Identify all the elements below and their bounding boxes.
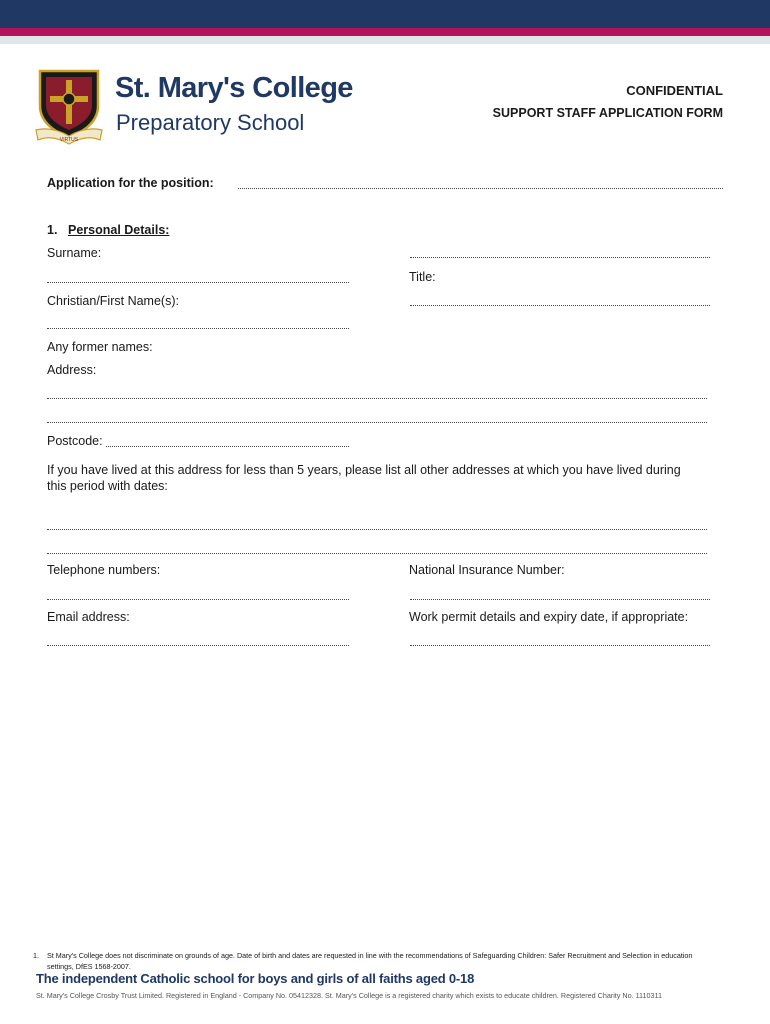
- email-field[interactable]: [47, 645, 349, 646]
- first-names-field[interactable]: [47, 328, 349, 329]
- application-position-field[interactable]: [238, 188, 723, 189]
- previous-address-note: If you have lived at this address for less than 5 years, please list all other addresses at which you have lived during: [47, 463, 681, 477]
- confidential-label: CONFIDENTIAL: [626, 83, 723, 98]
- footnote-text: St Mary's College does not discriminate on grounds of age. Date of birth and dates are requested in line with the recommendations of Safeguarding Children: Safer Recruitment and Selection in education settings, DfES 1568-2007.: [47, 951, 693, 971]
- crest-motto: VIRTUS: [59, 137, 79, 143]
- registration-line: St. Mary's College Crosby Trust Limited. Registered in England - Company No. 05412328. St. Mary's College is a registered charity which exists to educate children. Registered Charity No. 1110311: [36, 991, 662, 1000]
- previous-address-line-1[interactable]: [47, 529, 707, 530]
- footnote: [33, 951, 717, 972]
- telephone-label: Telephone numbers:: [47, 563, 161, 577]
- first-names-label: Christian/First Name(s):: [47, 294, 179, 308]
- surname-field-right[interactable]: [410, 257, 710, 258]
- ni-number-field[interactable]: [410, 599, 710, 600]
- school-crest-icon: [34, 68, 104, 146]
- previous-address-line-2[interactable]: [47, 553, 707, 554]
- title-label: Title:: [409, 270, 436, 284]
- surname-field[interactable]: [47, 282, 349, 283]
- former-names-label: Any former names:: [47, 340, 153, 354]
- postcode-field[interactable]: [106, 446, 349, 447]
- section1-number: 1.: [47, 223, 58, 237]
- application-position-label: Application for the position:: [47, 176, 214, 190]
- work-permit-label: Work permit details and expiry date, if appropriate:: [409, 610, 689, 624]
- work-permit-field[interactable]: [410, 645, 710, 646]
- title-field[interactable]: [410, 305, 710, 306]
- school-tagline: The independent Catholic school for boys and girls of all faiths aged 0-18: [36, 971, 475, 986]
- header-band-pink: [0, 28, 770, 36]
- school-subtitle: Preparatory School: [116, 110, 305, 135]
- email-label: Email address:: [47, 610, 130, 624]
- address-line-2[interactable]: [47, 422, 707, 423]
- previous-address-note-2: this period with dates:: [47, 479, 168, 493]
- telephone-field[interactable]: [47, 599, 349, 600]
- surname-label: Surname:: [47, 246, 102, 260]
- address-label: Address:: [47, 363, 97, 377]
- form-title: SUPPORT STAFF APPLICATION FORM: [492, 106, 723, 120]
- header-band-light: [0, 36, 770, 44]
- ni-number-label: National Insurance Number:: [409, 563, 565, 577]
- header-band-navy: [0, 0, 770, 28]
- address-line-1[interactable]: [47, 398, 707, 399]
- footnote-number: 1.: [33, 951, 39, 960]
- postcode-label: Postcode:: [47, 434, 103, 448]
- section1-title: Personal Details:: [68, 223, 170, 237]
- school-name: St. Mary's College: [115, 72, 353, 104]
